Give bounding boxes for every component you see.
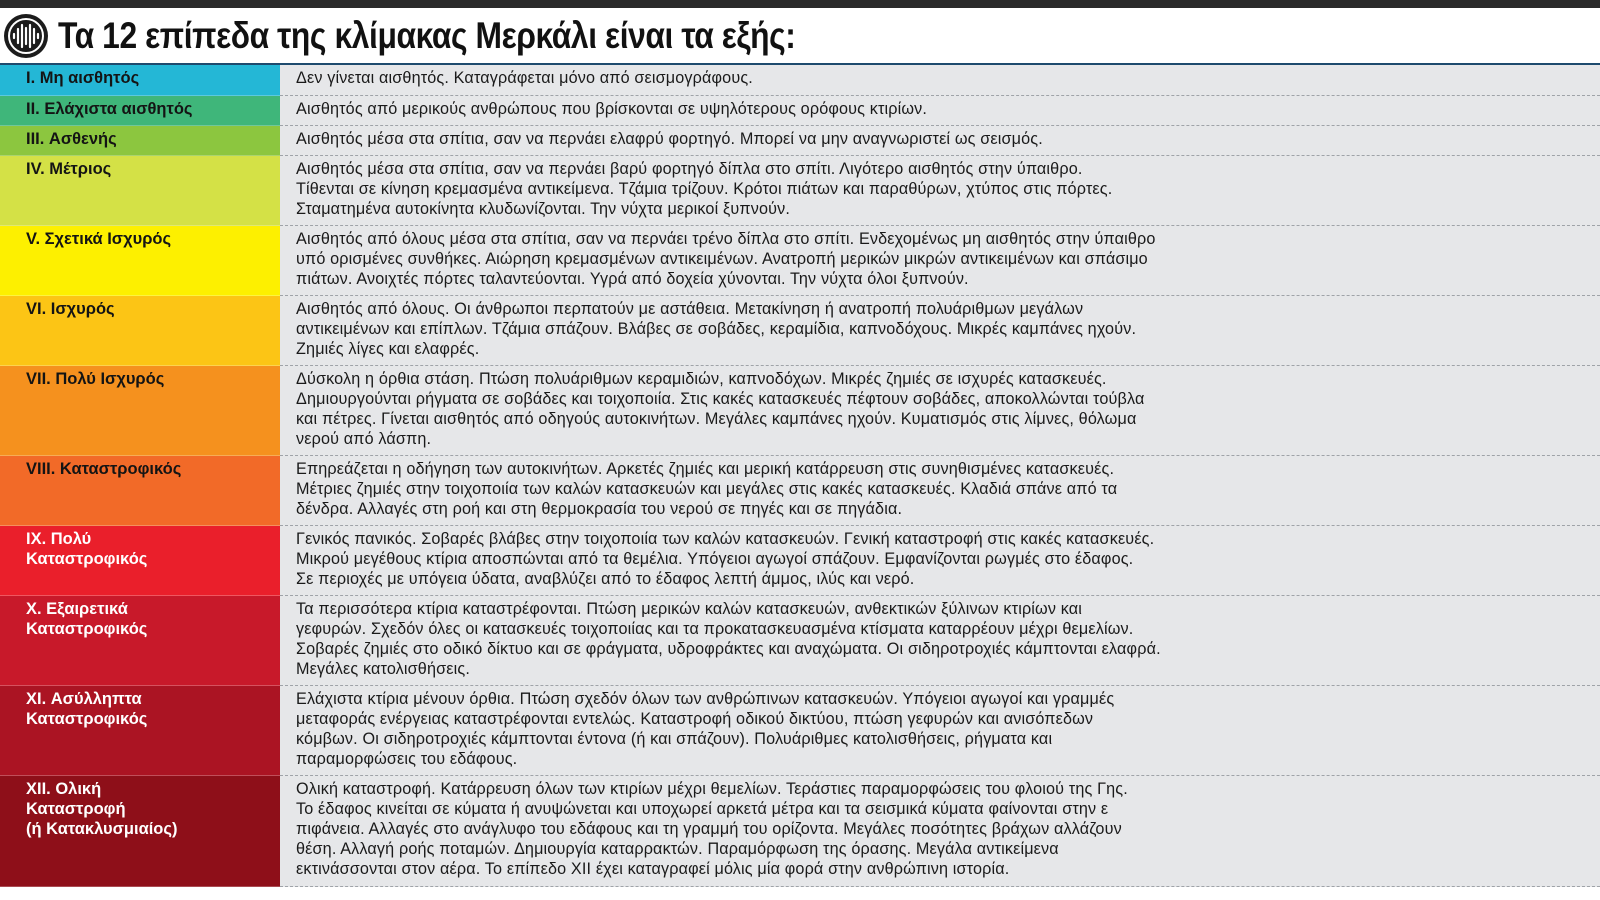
level-cell: [0, 596, 280, 686]
level-label: X. Εξαιρετικά: [26, 600, 128, 618]
description-text: παραμορφώσεις του εδάφους.: [296, 750, 518, 768]
table-row: [0, 96, 1600, 126]
description-text: Τίθενται σε κίνηση κρεμασμένα αντικείμενα. Τζάμια τρίζουν. Κρότοι πιάτων και παραθύρων, χτύπος στις πόρτες.: [296, 180, 1113, 198]
description-text: πιάτων. Ανοιχτές πόρτες ταλαντεύονται. Υγρά από δοχεία χύνονται. Την νύχτα όλοι ξυπνούν.: [296, 270, 969, 288]
level-label: XI. Ασύλληπτα: [26, 690, 142, 708]
description-text: Σοβαρές ζημιές στο οδικό δίκτυο και σε φράγματα, υδροφράκτες και αναχώματα. Οι σιδηροτροχιές κάμπτονται ελαφρά.: [296, 640, 1161, 658]
description-cell: [280, 296, 1600, 366]
description-text: Δύσκολη η όρθια στάση. Πτώση πολυάριθμων κεραμιδιών, καπνοδόχων. Μικρές ζημιές σε ισχυρές κατασκευές.: [296, 370, 1107, 388]
level-label: Καταστροφικός: [26, 710, 148, 728]
description-cell: [280, 65, 1600, 96]
level-label: Καταστροφικός: [26, 620, 148, 638]
description-text: Τα περισσότερα κτίρια καταστρέφονται. Πτώση μερικών καλών κατασκευών, ανθεκτικών ξύλινων κτιρίων και: [296, 600, 1083, 618]
description-text: Αισθητός μέσα στα σπίτια, σαν να περνάει ελαφρύ φορτηγό. Μπορεί να μην αναγνωριστεί ως σεισμός.: [296, 130, 1043, 148]
description-cell: [280, 686, 1600, 776]
description-text: κόμβων. Οι σιδηροτροχιές κάμπτονται έντονα (ή και σπάζουν). Πολυάριθμες κατολισθήσεις, ρήγματα και: [296, 730, 1053, 748]
description-text: Μέτριες ζημιές στην τοιχοποιία των καλών κατασκευών και μεγάλες στις κακές κατασκευές. Κλαδιά σπάνε από τα: [296, 480, 1118, 498]
description-text: και πέτρες. Γίνεται αισθητός από οδηγούς αυτοκινήτων. Μεγάλες καμπάνες ηχούν. Κυματισμός στις λίμνες, θόλωμα: [296, 410, 1137, 428]
description-text: δένδρα. Αλλαγές στη ροή και στη θερμοκρασία του νερού σε πηγές και σε πηγάδια.: [296, 500, 903, 518]
level-cell: [0, 526, 280, 596]
description-cell: [280, 456, 1600, 526]
level-cell: [0, 65, 280, 96]
table-row: [0, 776, 1600, 887]
level-cell: [0, 126, 280, 156]
table-row: [0, 226, 1600, 296]
description-text: Ζημιές λίγες και ελαφρές.: [296, 340, 480, 358]
description-text: Γενικός πανικός. Σοβαρές βλάβες στην τοιχοποιία των καλών κατασκευών. Γενική καταστροφή στις κακές κατασκευές.: [296, 530, 1155, 548]
level-label: IV. Μέτριος: [26, 160, 112, 178]
description-text: γεφυρών. Σχεδόν όλες οι κατασκευές τοιχοποιίας και τα προκατασκευασμένα κτίσματα καταρρέουν μέχρι θεμελίων.: [296, 620, 1134, 638]
description-text: εκτινάσσονται στον αέρα. Το επίπεδο XII έχει καταγραφεί μόλις μία φορά στην ανθρώπινη ιστορία.: [296, 860, 1010, 878]
description-cell: [280, 526, 1600, 596]
description-text: πιφάνεια. Αλλαγές στο ανάγλυφο του εδάφους και τη γραμμή του ορίζοντα. Μεγάλες ποσότητες βράχων αλλάζουν: [296, 820, 1122, 838]
level-cell: [0, 686, 280, 776]
level-label: V. Σχετικά Ισχυρός: [26, 230, 172, 248]
level-cell: [0, 776, 280, 887]
description-cell: [280, 776, 1600, 887]
description-text: Αισθητός από μερικούς ανθρώπους που βρίσκονται σε υψηλότερους ορόφους κτιρίων.: [296, 100, 928, 118]
description-text: Ελάχιστα κτίρια μένουν όρθια. Πτώση σχεδόν όλων των ανθρώπινων κατασκευών. Υπόγειοι αγωγοί και γραμμές: [296, 690, 1115, 708]
description-text: Δημιουργούνται ρήγματα σε σοβάδες και τοιχοποιία. Στις κακές κατασκευές πέφτουν σοβάδες, αποκολλώνται τούβλα: [296, 390, 1145, 408]
level-label: Καταστροφή: [26, 800, 126, 818]
description-cell: [280, 366, 1600, 456]
level-label: (ή Κατακλυσμιαίος): [26, 820, 178, 838]
level-cell: [0, 96, 280, 126]
level-label: III. Ασθενής: [26, 130, 117, 148]
level-label: Καταστροφικός: [26, 550, 148, 568]
level-cell: [0, 156, 280, 226]
mercalli-table: [0, 63, 1600, 900]
description-text: Επηρεάζεται η οδήγηση των αυτοκινήτων. Αρκετές ζημιές και μερική κατάρρευση στις συνηθισμένες κατασκευές.: [296, 460, 1115, 478]
description-text: Σε περιοχές με υπόγεια ύδατα, αναβλύζει από το έδαφος λεπτή άμμος, ιλύς και νερό.: [296, 570, 915, 588]
description-text: Αισθητός από όλους. Οι άνθρωποι περπατούν με αστάθεια. Μετακίνηση ή ανατροπή πολυάριθμων μεγάλων: [296, 300, 1084, 318]
table-row: [0, 65, 1600, 96]
description-cell: [280, 156, 1600, 226]
level-label: II. Ελάχιστα αισθητός: [26, 100, 193, 118]
description-text: Το έδαφος κινείται σε κύματα ή ανυψώνεται και υποχωρεί αρκετά μέτρα και τα σεισμικά κύματα φαίνονται στην ε: [296, 800, 1109, 818]
table-row: [0, 366, 1600, 456]
description-cell: [280, 596, 1600, 686]
table-row: [0, 126, 1600, 156]
description-text: αντικειμένων και επίπλων. Τζάμια σπάζουν. Βλάβες σε σοβάδες, κεραμίδια, καπνοδόχους. Μικρές καμπάνες ηχούν.: [296, 320, 1137, 338]
description-text: μεταφοράς ενέργειας καταστρέφονται εντελώς. Καταστροφή οδικού δικτύου, πτώση γεφυρών και ανισόπεδων: [296, 710, 1094, 728]
table-row: [0, 686, 1600, 776]
level-cell: [0, 296, 280, 366]
table-row: [0, 526, 1600, 596]
description-text: Μεγάλες κατολισθήσεις.: [296, 660, 470, 678]
top-border: [0, 0, 1600, 8]
level-cell: [0, 456, 280, 526]
description-text: νερού από λάσπη.: [296, 430, 432, 448]
description-text: Δεν γίνεται αισθητός. Καταγράφεται μόνο από σεισμογράφους.: [296, 69, 753, 87]
title-bar: [0, 8, 1600, 63]
description-text: θέση. Αλλαγή ροής ποταμών. Δημιουργία καταρρακτών. Παραμόρφωση της όρασης. Μεγάλα αντικείμενα: [296, 840, 1059, 858]
level-label: I. Μη αισθητός: [26, 69, 140, 87]
description-text: Μικρού μεγέθους κτίρια αποσπώνται από τα θεμέλια. Υπόγειοι αγωγοί σπάζουν. Εμφανίζονται ρωγμές στο έδαφος.: [296, 550, 1134, 568]
level-label: IX. Πολύ: [26, 530, 92, 548]
description-cell: [280, 226, 1600, 296]
page-title: Τα 12 επίπεδα της κλίμακας Μερκάλι είναι τα εξής:: [58, 14, 796, 56]
level-cell: [0, 366, 280, 456]
description-cell: [280, 96, 1600, 126]
level-cell: [0, 226, 280, 296]
description-text: Αισθητός μέσα στα σπίτια, σαν να περνάει βαρύ φορτηγό δίπλα στο σπίτι. Λιγότερο αισθητός στην ύπαιθρο.: [296, 160, 1083, 178]
level-label: XII. Ολική: [26, 780, 102, 798]
level-label: VI. Ισχυρός: [26, 300, 115, 318]
level-label: VIII. Καταστροφικός: [26, 460, 182, 478]
description-text: Ολική καταστροφή. Κατάρρευση όλων των κτιρίων μέχρι θεμελίων. Τεράστιες παραμορφώσεις του φλοιού της Γης.: [296, 780, 1128, 798]
description-text: υπό ορισμένες συνθήκες. Αιώρηση κρεμασμένων αντικειμένων. Ανατροπή μερικών μικρών αντικειμένων και σπάσιμο: [296, 250, 1148, 268]
description-cell: [280, 126, 1600, 156]
description-text: Αισθητός από όλους μέσα στα σπίτια, σαν να περνάει τρένο δίπλα στο σπίτι. Ενδεχομένως μη αισθητός στην ύπαιθρο: [296, 230, 1156, 248]
table-row: [0, 156, 1600, 226]
seismograph-icon: [4, 14, 48, 58]
table-row: [0, 596, 1600, 686]
table-row: [0, 456, 1600, 526]
description-text: Σταματημένα αυτοκίνητα κλυδωνίζονται. Την νύχτα μερικοί ξυπνούν.: [296, 200, 790, 218]
level-label: VII. Πολύ Ισχυρός: [26, 370, 165, 388]
table-row: [0, 296, 1600, 366]
